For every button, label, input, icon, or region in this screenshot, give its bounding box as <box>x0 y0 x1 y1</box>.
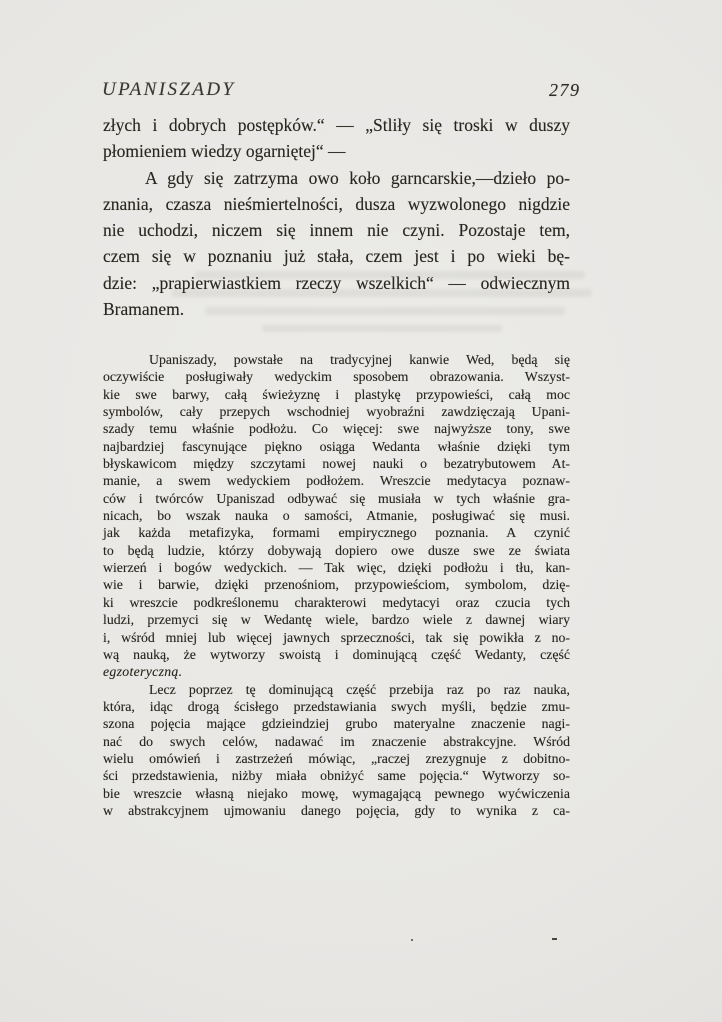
text-line: najbardziej fascynujące piękno osiąga Wedanta właśnie dzięki tym <box>103 438 570 454</box>
text-line: ców i twórców Upaniszad odbywać się musiała w tych właśnie gra- <box>103 490 570 506</box>
text-line: wierzeń i bogów wedyckich. — Tak więc, dzięki podłożu i tłu, kan- <box>103 560 570 576</box>
text-line: wą nauką, że wytworzy swoistą i dominującą część Wedanty, część <box>103 646 570 662</box>
text-line: nicach, bo wszak nauka o samości, Atmanie, posługiwać się musi. <box>103 508 570 524</box>
text-line: złych i dobrych postępków.“ — „Stliły się troski w duszy <box>103 115 570 135</box>
text-line: Bramanem. <box>103 299 185 320</box>
bleed-through-ghost-line <box>195 271 585 279</box>
text-line: to będą ludzie, którzy dobywają dopiero owe dusze swe ze świata <box>103 542 570 558</box>
text-line: szona pojęcia mające gdzieindziej grubo materyalne znaczenie nagi- <box>103 716 570 732</box>
text-line: nać do swych celów, nadawać im znaczenie abstrakcyjne. Wśród <box>103 733 570 749</box>
text-line: dzie: „prapierwiastkiem rzeczy wszelkich“ — odwiecznym <box>103 272 570 293</box>
text-line: nie uchodzi, niczem się innem nie czyni. Pozostaje tem, <box>103 220 570 241</box>
running-header-title: UPANISZADY <box>102 79 236 100</box>
text-line: oczywiście posługiwały wedyckim sposobem obrazowania. Wszyst- <box>103 369 570 385</box>
bleed-through-ghost-line <box>205 307 565 315</box>
text-line: manie, a swem wedyckiem podłożem. Wreszcie medytacya poznaw- <box>103 473 570 489</box>
text-line: płomieniem wiedzy ogarniętej“ — <box>103 141 346 162</box>
text-line: wielu omówień i zastrzeżeń mówiąc, „raczej zrezygnuje z dobitno- <box>103 750 570 766</box>
text-line: Upaniszady, powstałe na tradycyjnej kanwie Wed, będą się <box>149 352 570 367</box>
text-line: symbolów, cały przepych wschodniej wyobraźni zawdzięczają Upani- <box>103 404 570 420</box>
text-line: kie swe barwy, całą świeżyznę i plastykę przypowieści, całą moc <box>103 386 570 402</box>
text-line: wie i barwie, dzięki przenośniom, przypowieściom, symbolom, dzię- <box>103 577 570 593</box>
text-line: czem się w poznaniu już stała, czem jest i po wieki bę- <box>103 246 570 267</box>
text-line: która, idąc drogą ścisłego przedstawiania swych myśli, będzie zmu- <box>103 698 570 714</box>
ink-speck <box>552 938 557 940</box>
text-line: jak każda metafizyka, formami empirycznego poznania. A czynić <box>103 525 570 541</box>
ink-speck <box>411 939 413 941</box>
text-line: Lecz poprzez tę dominującą część przebija raz po raz nauka, <box>149 681 570 697</box>
text-line: ludzi, przemyci się w Wedantę wiele, bardzo wiele z dawnej wiary <box>103 612 570 628</box>
text-line: ści przedstawienia, niżby miała obniżyć same pojęcia.“ Wytworzy so- <box>103 768 570 784</box>
text-line: znania, czasza nieśmiertelności, dusza wyzwolonego nigdzie <box>103 193 570 214</box>
text-line: egzoteryczną. <box>103 664 183 680</box>
bleed-through-ghost-line <box>172 289 592 297</box>
text-line: szady temu właśnie podłożu. Co więcej: swe najwyższe tony, swe <box>103 421 570 437</box>
commentary-text-block <box>103 351 570 819</box>
text-line: ki wreszcie podkreślonemu charakterowi medytacyi oraz czucia tych <box>103 594 570 610</box>
text-line: błyskawicom między szczytami nowej nauki o bezatrybutowem At- <box>103 456 570 472</box>
bleed-through-ghost-line <box>262 325 502 332</box>
text-line: i, wśród mniej lub więcej jawnych sprzeczności, tak się powikła z no- <box>103 629 570 645</box>
text-line: A gdy się zatrzyma owo koło garncarskie,—dzieło po- <box>145 167 570 188</box>
page-number: 279 <box>549 80 581 100</box>
text-line: bie wreszcie własną niejako mowę, wymagającą pewnego wyćwiczenia <box>103 785 570 801</box>
text-line: w abstrakcyjnem ujmowaniu danego pojęcia, gdy to wynika z ca- <box>103 802 570 818</box>
